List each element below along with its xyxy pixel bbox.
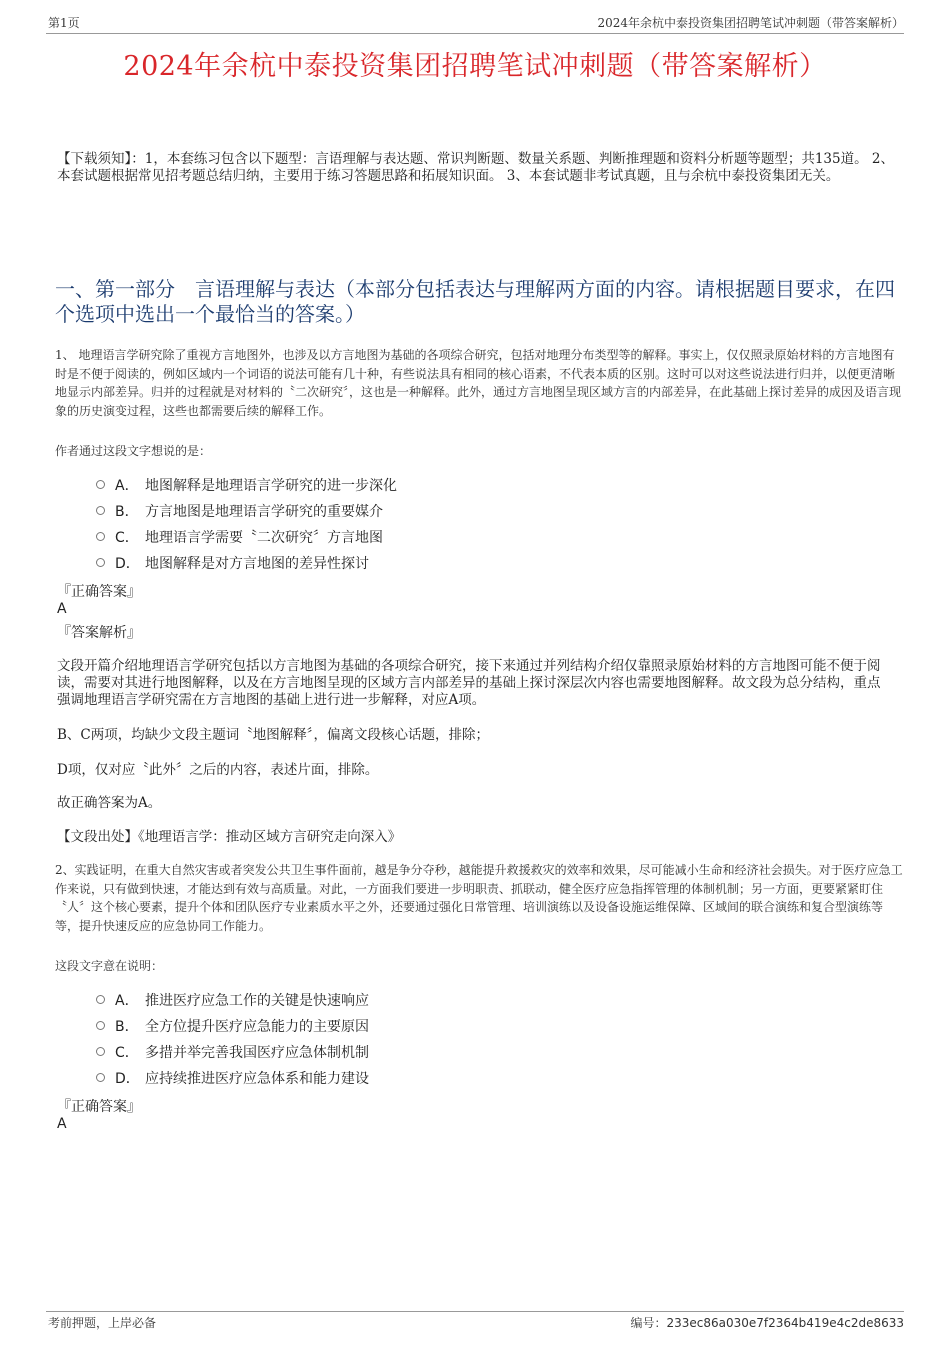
option-letter: B． — [115, 1019, 139, 1035]
footer-divider — [46, 1311, 904, 1312]
radio-icon[interactable] — [96, 558, 105, 567]
option-text: 推进医疗应急工作的关键是快速响应 — [145, 993, 369, 1009]
option-text: 全方位提升医疗应急能力的主要原因 — [145, 1019, 369, 1035]
option-letter: A． — [115, 993, 139, 1009]
radio-icon[interactable] — [96, 1073, 105, 1082]
radio-icon[interactable] — [96, 532, 105, 541]
correct-answer-value: A — [57, 601, 67, 617]
section-heading: 一、第一部分 言语理解与表达（本部分包括表达与理解两方面的内容。请根据题目要求，在四个选项中选出一个最恰当的答案。） — [55, 277, 895, 326]
source-citation: 【文段出处】《地理语言学：推动区域方言研究走向深入》 — [57, 829, 402, 845]
option-text: 地理语言学需要〝二次研究〞方言地图 — [145, 530, 383, 546]
footer-doc-id: 编号：233ec86a030e7f2364b419e4c2de8633 — [630, 1316, 904, 1330]
option-letter: C． — [115, 1045, 139, 1061]
document-title: 2024年余杭中泰投资集团招聘笔试冲刺题（带答案解析） — [123, 51, 827, 82]
radio-icon[interactable] — [96, 480, 105, 489]
option-letter: A． — [115, 478, 139, 494]
option-text: 多措并举完善我国医疗应急体制机制 — [145, 1045, 369, 1061]
footer-slogan: 考前押题，上岸必备 — [48, 1316, 157, 1330]
option-text: 地图解释是对方言地图的差异性探讨 — [145, 556, 369, 572]
radio-icon[interactable] — [96, 1021, 105, 1030]
header-divider — [46, 33, 904, 34]
analysis-paragraph: 文段开篇介绍地理语言学研究包括以方言地图为基础的各项综合研究，接下来通过并列结构介绍仅靠照录原始材料的方言地图可能不便于阅读，需要对其进行地图解释，以及在方言地图呈现的区域方言内部差异的基础上探讨深层次内容也需要地图解释。故文段为总分结构，重点强调地理语言学研究需在方言地图的基础上进行进一步解释，对应A项。 — [57, 658, 881, 708]
radio-icon[interactable] — [96, 506, 105, 515]
question-2-stem: 2、实践证明，在重大自然灾害或者突发公共卫生事件面前，越是争分夺秒，越能提升救援救灾的效率和效果，尽可能减小生命和经济社会损失。对于医疗应急工作来说，只有做到快速，才能达到有效与高质量。对此，一方面我们要进一步明职责、抓联动，健全医疗应急指挥管理的体制机制；另一方面，更要紧紧盯住〝人〞这个核心要素，提升个体和团队医疗专业素质水平之外，还要通过强化日常管理、培训演练以及设备设施运维保障、区域间的联合演练和复合型演练等等，提升快速反应的应急协同工作能力。 — [55, 863, 903, 933]
question-1-stem: 1、 地理语言学研究除了重视方言地图外，也涉及以方言地图为基础的各项综合研究，包括对地理分布类型等的解释。事实上，仅仅照录原始材料的方言地图有时是不便于阅读的，例如区域内一个词语的说法可能有几十种，有些说法具有相同的核心语素，不代表本质的区别。这时可以对这些说法进行归并，以便更清晰地显示内部差异。归并的过程就是对材料的〝二次研究〞，这也是一种解释。此外，通过方言地图呈现区域方言的内部差异，在此基础上探讨差异的成因及语言现象的历史演变过程，这些也都需要后续的解释工作。 — [55, 348, 902, 418]
correct-answer-value: A — [57, 1116, 67, 1132]
analysis-label: 『答案解析』 — [57, 625, 141, 641]
option-letter: C． — [115, 530, 139, 546]
correct-answer-label: 『正确答案』 — [57, 584, 141, 600]
analysis-paragraph: D项，仅对应〝此外〞之后的内容，表述片面，排除。 — [57, 762, 379, 778]
question-2-prompt: 这段文字意在说明： — [55, 959, 164, 973]
option-text: 地图解释是地理语言学研究的进一步深化 — [145, 478, 397, 494]
radio-icon[interactable] — [96, 995, 105, 1004]
correct-answer-label: 『正确答案』 — [57, 1099, 141, 1115]
option-text: 应持续推进医疗应急体系和能力建设 — [145, 1071, 369, 1087]
analysis-paragraph: B、C两项，均缺少文段主题词〝地图解释〞，偏离文段核心话题，排除； — [57, 727, 489, 743]
radio-icon[interactable] — [96, 1047, 105, 1056]
option-letter: D． — [115, 556, 140, 572]
download-notice: 【下载须知】：1，本套练习包含以下题型：言语理解与表达题、常识判断题、数量关系题、判断推理题和资料分析题等题型；共135道。 2、本套试题根据常见招考题总结归纳，主要用于练习答题思路和拓展知识面。 3、本套试题非考试真题，且与余杭中泰投资集团无关。 — [57, 151, 894, 184]
question-1-prompt: 作者通过这段文字想说的是： — [55, 444, 212, 458]
header-doc-title: 2024年余杭中泰投资集团招聘笔试冲刺题（带答案解析） — [597, 16, 904, 30]
analysis-paragraph: 故正确答案为A。 — [57, 795, 162, 811]
option-letter: B． — [115, 504, 139, 520]
option-text: 方言地图是地理语言学研究的重要媒介 — [145, 504, 383, 520]
option-letter: D． — [115, 1071, 140, 1087]
page-number: 第1页 — [48, 16, 80, 30]
